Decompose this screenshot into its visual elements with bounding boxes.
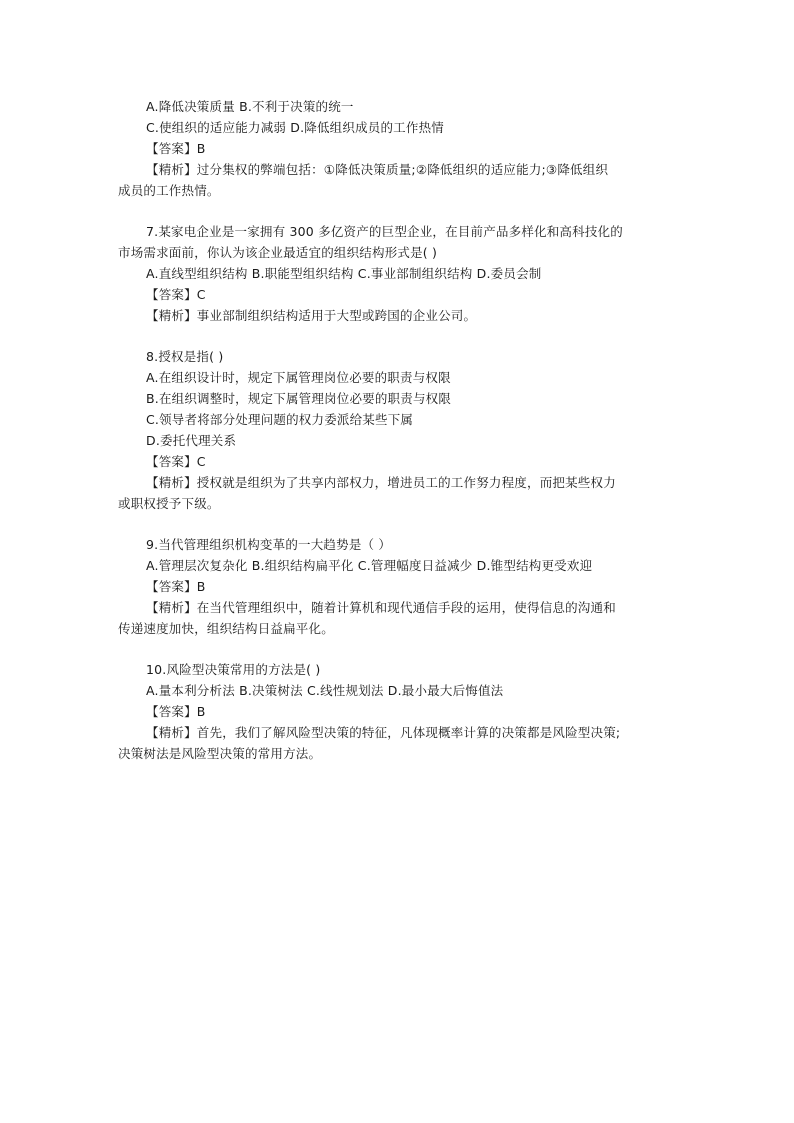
text-line: 【精析】过分集权的弊端包括：①降低决策质量;②降低组织的适应能力;③降低组织 bbox=[146, 162, 609, 177]
text-line: 9.当代管理组织机构变革的一大趋势是（ ） bbox=[146, 537, 392, 552]
document-page bbox=[118, 96, 678, 764]
text-line: A.量本利分析法 B.决策树法 C.线性规划法 D.最小最大后悔值法 bbox=[146, 683, 504, 698]
text-line: 【答案】B bbox=[146, 141, 206, 156]
text-line: 【精析】在当代管理组织中，随着计算机和现代通信手段的运用，使得信息的沟通和 bbox=[146, 600, 616, 615]
question-block bbox=[118, 659, 678, 764]
text-line: A.直线型组织结构 B.职能型组织结构 C.事业部制组织结构 D.委员会制 bbox=[146, 266, 542, 281]
question-block bbox=[118, 534, 678, 639]
text-line: 8.授权是指( ) bbox=[146, 349, 224, 364]
paragraph-gap bbox=[118, 639, 678, 659]
paragraph-gap bbox=[118, 201, 678, 221]
text-line: 【精析】首先，我们了解风险型决策的特征，凡体现概率计算的决策都是风险型决策; bbox=[146, 725, 621, 740]
text-line: 【答案】B bbox=[146, 579, 206, 594]
question-block bbox=[118, 96, 678, 201]
text-line: 市场需求面前，你认为该企业最适宜的组织结构形式是( ) bbox=[118, 245, 438, 260]
text-line: 7.某家电企业是一家拥有 300 多亿资产的巨型企业，在目前产品多样化和高科技化的 bbox=[146, 224, 623, 239]
text-line: 或职权授予下级。 bbox=[118, 496, 220, 511]
text-line: A.在组织设计时，规定下属管理岗位必要的职责与权限 bbox=[146, 370, 451, 385]
text-line: 【答案】C bbox=[146, 454, 206, 469]
text-line: A.降低决策质量 B.不利于决策的统一 bbox=[146, 99, 354, 114]
text-line: 【答案】B bbox=[146, 704, 206, 719]
text-line: 10.风险型决策常用的方法是( ) bbox=[146, 662, 321, 677]
text-line: C.领导者将部分处理问题的权力委派给某些下属 bbox=[146, 412, 414, 427]
paragraph-gap bbox=[118, 326, 678, 346]
text-line: 传递速度加快，组织结构日益扁平化。 bbox=[118, 621, 334, 636]
question-block bbox=[118, 221, 678, 326]
text-line: 【精析】事业部制组织结构适用于大型或跨国的企业公司。 bbox=[146, 308, 477, 323]
text-line: B.在组织调整时，规定下属管理岗位必要的职责与权限 bbox=[146, 391, 452, 406]
paragraph-gap bbox=[118, 514, 678, 534]
text-line: 成员的工作热情。 bbox=[118, 183, 220, 198]
text-line: 决策树法是风险型决策的常用方法。 bbox=[118, 746, 322, 761]
text-line: D.委托代理关系 bbox=[146, 433, 237, 448]
text-line: A.管理层次复杂化 B.组织结构扁平化 C.管理幅度日益减少 D.锥型结构更受欢迎 bbox=[146, 558, 593, 573]
text-line: C.使组织的适应能力减弱 D.降低组织成员的工作热情 bbox=[146, 120, 444, 135]
question-block bbox=[118, 346, 678, 514]
text-line: 【精析】授权就是组织为了共享内部权力，增进员工的工作努力程度，而把某些权力 bbox=[146, 475, 616, 490]
text-line: 【答案】C bbox=[146, 287, 206, 302]
